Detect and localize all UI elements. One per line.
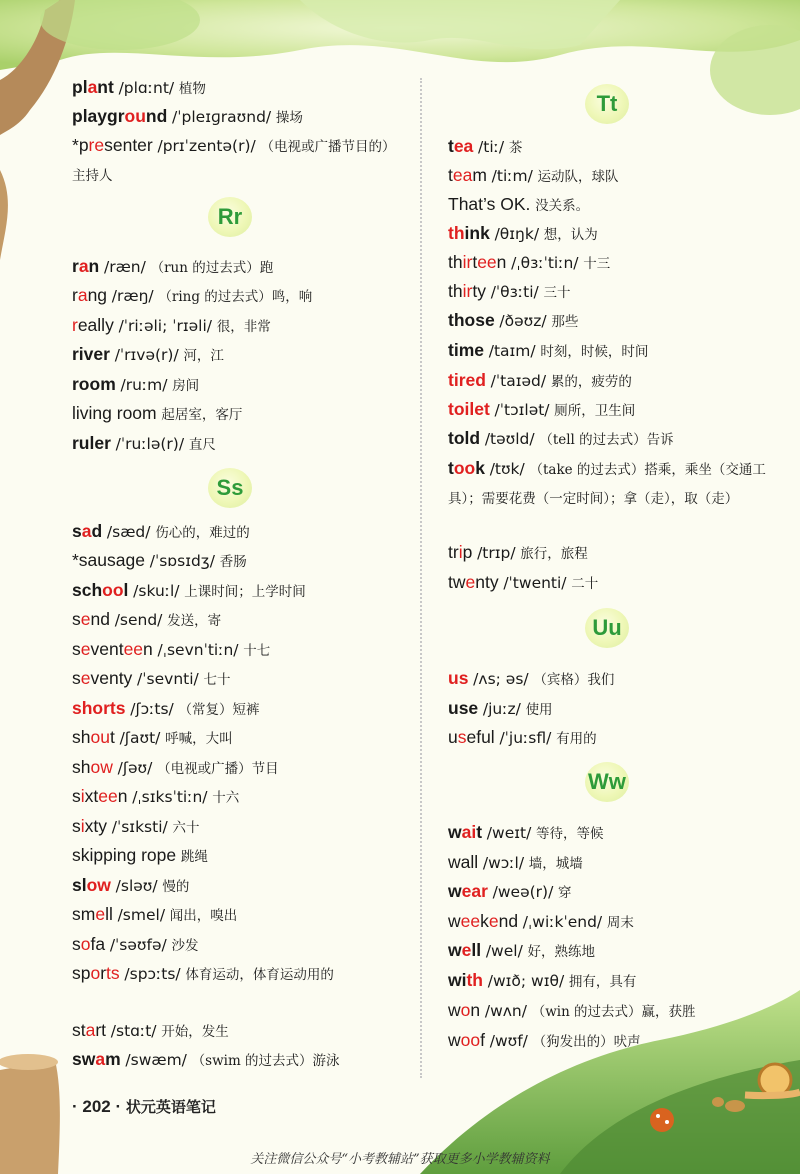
headword: told <box>448 428 481 448</box>
phonetic: /prɪˈzentə(r)/ <box>157 137 256 155</box>
entry-well <box>448 936 595 966</box>
entry-thats-ok <box>448 190 589 220</box>
headword: wait <box>448 822 483 842</box>
entry-wait <box>448 818 604 848</box>
entry-twenty <box>448 568 598 598</box>
gloss: （狗发出的）吠声 <box>532 1034 641 1050</box>
entry-swam <box>72 1045 340 1075</box>
entry-wall <box>448 848 583 878</box>
gloss: 三十 <box>543 285 571 301</box>
gloss: 伤心的，难过的 <box>155 525 250 541</box>
gloss: 那些 <box>551 314 579 330</box>
headword: woof <box>448 1030 485 1050</box>
page-number: · 202 · <box>72 1097 122 1116</box>
entry-seventeen <box>72 635 270 665</box>
headword: playground <box>72 106 168 126</box>
entry-weekend <box>448 907 634 937</box>
gloss: （swim 的过去式）游泳 <box>191 1053 340 1069</box>
phonetic: /ˈrɪvə(r)/ <box>114 346 179 364</box>
entry-skipping-rope <box>72 841 208 871</box>
headword: ruler <box>72 433 111 453</box>
gloss: 拥有，具有 <box>568 974 637 990</box>
entry-sad <box>72 517 250 547</box>
phonetic: /ʌs; əs/ <box>473 670 529 688</box>
entry-sausage <box>72 546 247 576</box>
phonetic: /ˈriːəli; ˈrɪəli/ <box>118 317 213 335</box>
headword: think <box>448 223 490 243</box>
gloss: 起居室，客厅 <box>161 407 243 423</box>
headword: sofa <box>72 934 106 954</box>
phonetic: /ˈsɒsɪdʒ/ <box>149 552 215 570</box>
gloss: 上课时间；上学时间 <box>184 584 306 600</box>
phonetic: /wel/ <box>485 942 523 960</box>
entry-tea <box>448 132 522 162</box>
headword: team <box>448 165 487 185</box>
phonetic: /ˌsɪksˈtiːn/ <box>132 788 208 806</box>
entry-smell <box>72 900 237 930</box>
gloss: 房间 <box>172 378 200 394</box>
section-heading-s: Ss <box>208 468 252 508</box>
headword: thirteen <box>448 252 507 272</box>
entry-presenter <box>72 131 397 190</box>
footer-note: 关注微信公众号“小考教辅站”获取更多小学教辅资料 <box>250 1152 550 1167</box>
headword: *presenter <box>72 135 153 155</box>
gloss: 闻出，嗅出 <box>169 908 238 924</box>
entry-useful <box>448 723 597 753</box>
gloss: （win 的过去式）赢，获胜 <box>531 1004 696 1020</box>
entry-thirty <box>448 277 570 307</box>
entry-us <box>448 664 614 694</box>
headword: sad <box>72 521 103 541</box>
headword: use <box>448 698 479 718</box>
phonetic: /ˈsevnti/ <box>137 670 199 688</box>
headword: send <box>72 609 110 629</box>
gloss: 周末 <box>606 915 634 931</box>
gloss: 七十 <box>203 672 231 688</box>
entry-tired <box>448 366 632 396</box>
phonetic: /ˈruːlə(r)/ <box>115 435 185 453</box>
phonetic: /ˈθɜːti/ <box>490 283 539 301</box>
headword: swam <box>72 1049 121 1069</box>
phonetic: /wɔːl/ <box>482 854 525 872</box>
headword: time <box>448 340 484 360</box>
entry-trip <box>448 538 588 568</box>
entry-with <box>448 966 636 996</box>
headword: wall <box>448 852 479 872</box>
gloss: 使用 <box>525 702 553 718</box>
phonetic: /ˌθɜːˈtiːn/ <box>511 254 579 272</box>
entry-sixteen <box>72 782 239 812</box>
entry-won <box>448 996 696 1026</box>
gloss: 墙，城墙 <box>528 856 583 872</box>
phonetic: /wʌn/ <box>484 1002 527 1020</box>
headword: took <box>448 458 485 478</box>
gloss: 十三 <box>583 256 611 272</box>
headword: slow <box>72 875 111 895</box>
gloss: （run 的过去式）跑 <box>150 260 274 276</box>
phonetic: /smel/ <box>117 906 166 924</box>
entry-use <box>448 694 553 724</box>
entry-river <box>72 340 224 370</box>
headword: tea <box>448 136 474 156</box>
headword: ran <box>72 256 100 276</box>
gloss: 没关系。 <box>535 198 590 214</box>
gloss: （宾格）我们 <box>533 672 615 688</box>
entry-plant <box>72 73 206 103</box>
headword: shout <box>72 727 115 747</box>
gloss: 累的，疲劳的 <box>550 374 632 390</box>
phonetic: /ˌsevnˈtiːn/ <box>157 641 239 659</box>
phonetic: /ʃaʊt/ <box>119 729 161 747</box>
headword: tired <box>448 370 486 390</box>
phonetic: /weə(r)/ <box>492 883 554 901</box>
headword: those <box>448 310 495 330</box>
headword: rang <box>72 285 108 305</box>
gloss: 穿 <box>558 885 572 901</box>
entry-took <box>448 454 773 513</box>
phonetic: /ðəʊz/ <box>499 312 547 330</box>
headword: plant <box>72 77 114 97</box>
gloss: 茶 <box>508 140 523 156</box>
phonetic: /juːz/ <box>482 700 521 718</box>
gloss: 厕所，卫生间 <box>554 403 636 419</box>
gloss: 旅行，旅程 <box>520 546 588 562</box>
gloss: 十六 <box>212 790 240 806</box>
entry-sixty <box>72 812 199 842</box>
headword: weekend <box>448 911 519 931</box>
gloss: 时刻，时候，时间 <box>540 344 649 360</box>
gloss: 河，江 <box>183 348 224 364</box>
headword: seventy <box>72 668 133 688</box>
book-title: 状元英语笔记 <box>125 1098 216 1116</box>
gloss: 有用的 <box>556 731 597 747</box>
gloss: 植物 <box>178 81 206 97</box>
phonetic: /wʊf/ <box>489 1032 528 1050</box>
gloss: 六十 <box>172 820 200 836</box>
entry-sofa <box>72 930 198 960</box>
headword: living room <box>72 403 157 423</box>
gloss: 很，非常 <box>216 319 271 335</box>
phonetic: /plɑːnt/ <box>118 79 175 97</box>
headword: sports <box>72 963 120 983</box>
phonetic: /ræn/ <box>103 258 146 276</box>
gloss: 操场 <box>275 110 303 126</box>
headword: skipping rope <box>72 845 177 865</box>
phonetic: /stɑːt/ <box>110 1022 157 1040</box>
entry-those <box>448 306 578 336</box>
headword: seventeen <box>72 639 153 659</box>
phonetic: /ræŋ/ <box>111 287 154 305</box>
entry-room <box>72 370 199 400</box>
headword: well <box>448 940 482 960</box>
phonetic: /taɪm/ <box>488 342 536 360</box>
gloss: 十七 <box>243 643 271 659</box>
headword: sixteen <box>72 786 128 806</box>
entry-shout <box>72 723 233 753</box>
gloss: 二十 <box>571 576 599 592</box>
gloss: （电视或广播）节目 <box>157 761 279 777</box>
gloss: 运动队，球队 <box>537 169 619 185</box>
entry-seventy <box>72 664 230 694</box>
phonetic: /tiː/ <box>478 138 505 156</box>
phonetic: /ˈtaɪəd/ <box>490 372 547 390</box>
section-heading-r: Rr <box>208 197 252 237</box>
gloss: 香肠 <box>219 554 247 570</box>
gloss: 沙发 <box>171 938 199 954</box>
entry-really <box>72 311 271 341</box>
section-heading-t: Tt <box>585 84 629 124</box>
phonetic: /sæd/ <box>106 523 151 541</box>
entry-time <box>448 336 648 366</box>
phonetic: /ruːm/ <box>120 376 168 394</box>
headword: toilet <box>448 399 490 419</box>
gloss: （tell 的过去式）告诉 <box>539 432 674 448</box>
entry-playground <box>72 102 303 132</box>
phonetic: /tʊk/ <box>489 460 525 478</box>
headword: useful <box>448 727 495 747</box>
headword: school <box>72 580 129 600</box>
page-footer-label <box>72 1096 216 1117</box>
phonetic: /tiːm/ <box>491 167 533 185</box>
phonetic: /weɪt/ <box>486 824 532 842</box>
headword: room <box>72 374 116 394</box>
gloss: 开始，发生 <box>161 1024 229 1040</box>
headword: wear <box>448 881 488 901</box>
gloss: （电视或广播节目的）主持人 <box>72 139 396 184</box>
headword: smell <box>72 904 113 924</box>
entry-school <box>72 576 306 606</box>
headword: really <box>72 315 114 335</box>
headword: us <box>448 668 469 688</box>
phonetic: /wɪð; wɪθ/ <box>487 972 565 990</box>
phonetic: /ʃəʊ/ <box>117 759 153 777</box>
entry-show <box>72 753 279 783</box>
entry-thirteen <box>448 248 610 278</box>
gloss: 等待，等候 <box>536 826 604 842</box>
gloss: 跳绳 <box>180 849 208 865</box>
phonetic: /ˈsɪksti/ <box>111 818 168 836</box>
phonetic: /ˈtwenti/ <box>503 574 567 592</box>
headword: shorts <box>72 698 126 718</box>
entry-ran <box>72 252 273 282</box>
entry-shorts <box>72 694 260 724</box>
headword: twenty <box>448 572 499 592</box>
headword: river <box>72 344 110 364</box>
phonetic: /ʃɔːts/ <box>130 700 174 718</box>
headword: sixty <box>72 816 108 836</box>
entry-living-room <box>72 399 242 429</box>
headword: with <box>448 970 484 990</box>
entry-start <box>72 1016 229 1046</box>
gloss: （ring 的过去式）鸣，响 <box>158 289 313 305</box>
entry-woof <box>448 1026 641 1056</box>
entry-rang <box>72 281 312 311</box>
entry-toilet <box>448 395 635 425</box>
gloss: 体育运动，体育运动用的 <box>185 967 334 983</box>
gloss: 直尺 <box>188 437 216 453</box>
headword: show <box>72 757 113 777</box>
gloss: 发送，寄 <box>167 613 222 629</box>
phonetic: /ˌwiːkˈend/ <box>522 913 603 931</box>
phonetic: /swæm/ <box>125 1051 187 1069</box>
phonetic: /skuːl/ <box>133 582 180 600</box>
entry-think <box>448 219 598 249</box>
phonetic: /ˈjuːsfl/ <box>499 729 552 747</box>
phonetic: /ˈtɔɪlət/ <box>494 401 550 419</box>
entry-wear <box>448 877 572 907</box>
entry-team <box>448 161 619 191</box>
headword: That’s OK. <box>448 194 531 214</box>
gloss: 想，认为 <box>543 227 598 243</box>
phonetic: /sləʊ/ <box>115 877 158 895</box>
phonetic: /trɪp/ <box>477 544 516 562</box>
headword: thirty <box>448 281 486 301</box>
gloss: 呼喊，大叫 <box>165 731 233 747</box>
phonetic: /θɪŋk/ <box>494 225 540 243</box>
headword: *sausage <box>72 550 145 570</box>
entry-sports <box>72 959 372 989</box>
entry-told <box>448 424 674 454</box>
section-heading-w: Ww <box>585 762 629 802</box>
phonetic: /ˈpleɪɡraʊnd/ <box>172 108 272 126</box>
gloss: （take 的过去式）搭乘，乘坐（交通工具）；需要花费（一定时间）；拿（走），取（走） <box>448 462 766 507</box>
phonetic: /spɔːts/ <box>124 965 181 983</box>
gloss: 慢的 <box>162 879 190 895</box>
phonetic: /ˈsəʊfə/ <box>109 936 167 954</box>
entry-slow <box>72 871 189 901</box>
entry-ruler <box>72 429 216 459</box>
entry-send <box>72 605 221 635</box>
headword: won <box>448 1000 481 1020</box>
phonetic: /təʊld/ <box>484 430 535 448</box>
phonetic: /send/ <box>114 611 163 629</box>
headword: start <box>72 1020 107 1040</box>
gloss: 好，熟练地 <box>527 944 596 960</box>
section-heading-u: Uu <box>585 608 629 648</box>
headword: trip <box>448 542 473 562</box>
gloss: （常复）短裤 <box>178 702 260 718</box>
